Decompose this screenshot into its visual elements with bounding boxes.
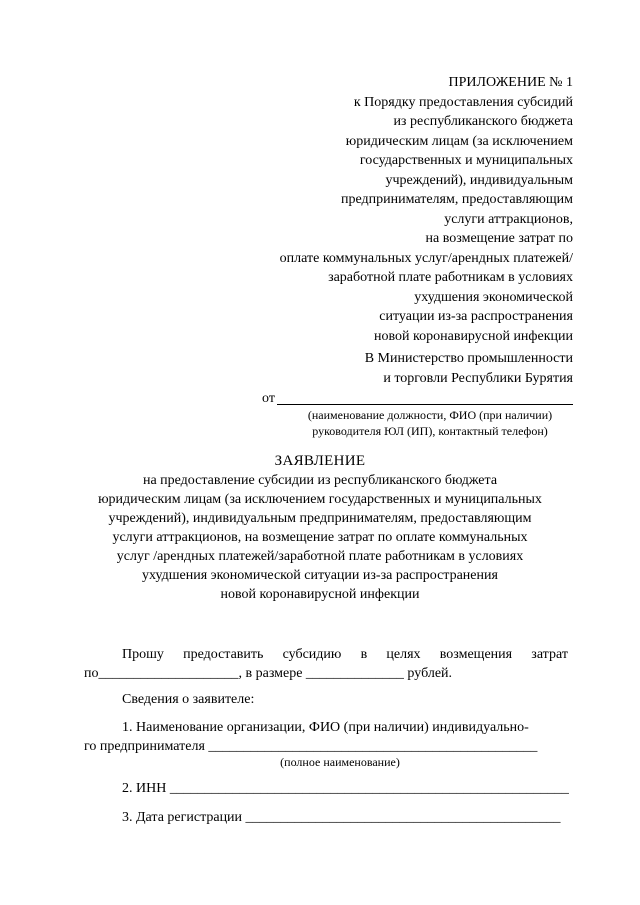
appendix-line: на возмещение затрат по: [425, 231, 573, 246]
application-subtitle: [60, 471, 580, 604]
appendix-line: оплате коммунальных услуг/арендных платежей/: [279, 250, 573, 266]
addressee-line: и торговли Республики Бурятия: [383, 370, 573, 386]
subtitle-line: ухудшения экономической ситуации из-за распространения: [142, 568, 498, 583]
from-field-hint: [280, 407, 580, 439]
hint-line: руководителя ЮЛ (ИП), контактный телефон): [312, 424, 548, 438]
applicant-info-heading: Сведения о заявителе:: [122, 692, 255, 707]
request-word: в: [360, 647, 368, 662]
item-organization-name: [84, 718, 568, 756]
subtitle-line: юридическим лицам (за исключением государственных и муниципальных: [98, 492, 542, 507]
item1-label: 1. Наименование организации, ФИО (при наличии) индивидуально-: [122, 720, 529, 735]
appendix-header: [173, 73, 573, 346]
addressee-line: В Министерство промышленности: [364, 351, 573, 366]
request-word: субсидию: [282, 647, 342, 662]
item1-field[interactable]: го предпринимателя _______________________________________________: [84, 739, 538, 754]
appendix-line: услуги аттракционов,: [444, 211, 573, 227]
from-blank-line[interactable]: [277, 404, 573, 405]
appendix-line: из республиканского бюджета: [393, 114, 573, 129]
item1-hint: (полное наименование): [280, 755, 400, 769]
item-registration-date-field[interactable]: 3. Дата регистрации _____________________________________________: [122, 810, 561, 825]
hint-line: (наименование должности, ФИО (при наличии): [307, 408, 553, 422]
request-word: целях: [386, 647, 421, 662]
appendix-title: ПРИЛОЖЕНИЕ № 1: [448, 75, 573, 90]
appendix-line: ситуации из-за распространения: [379, 309, 573, 324]
request-word: предоставить: [183, 647, 264, 662]
request-paragraph: [84, 645, 568, 683]
request-word: затрат: [531, 647, 568, 662]
appendix-line: ухудшения экономической: [414, 289, 573, 305]
appendix-line: предпринимателям, предоставляющим: [341, 192, 573, 207]
subtitle-line: на предоставление субсидии из республиканского бюджета: [142, 473, 498, 488]
appendix-line: заработной плате работникам в условиях: [328, 270, 573, 285]
item-inn-field[interactable]: 2. ИНН _________________________________________________________: [122, 781, 569, 796]
appendix-line: к Порядку предоставления субсидий: [353, 94, 573, 110]
application-title: ЗАЯВЛЕНИЕ: [274, 453, 366, 469]
subtitle-line: услуги аттракционов, на возмещение затрат по оплате коммунальных: [112, 530, 528, 545]
appendix-line: юридическим лицам (за исключением: [345, 133, 573, 149]
request-word: Прошу: [122, 647, 164, 662]
request-line-1: [84, 645, 568, 664]
from-field[interactable]: [262, 389, 573, 408]
subtitle-line: учреждений), индивидуальным предпринимателям, предоставляющим: [108, 511, 532, 526]
subtitle-line: новой коронавирусной инфекции: [220, 587, 420, 602]
appendix-line: новой коронавирусной инфекции: [374, 328, 573, 344]
subtitle-line: услуг /арендных платежей/заработной плате работникам в условиях: [116, 549, 524, 564]
appendix-line: государственных и муниципальных: [359, 153, 573, 168]
appendix-line: учреждений), индивидуальным: [385, 172, 573, 188]
request-line-2[interactable]: по____________________, в размере ______________ рублей.: [84, 666, 453, 681]
request-word: возмещения: [439, 647, 513, 662]
addressee-block: [173, 349, 573, 388]
from-label: от: [262, 391, 275, 406]
